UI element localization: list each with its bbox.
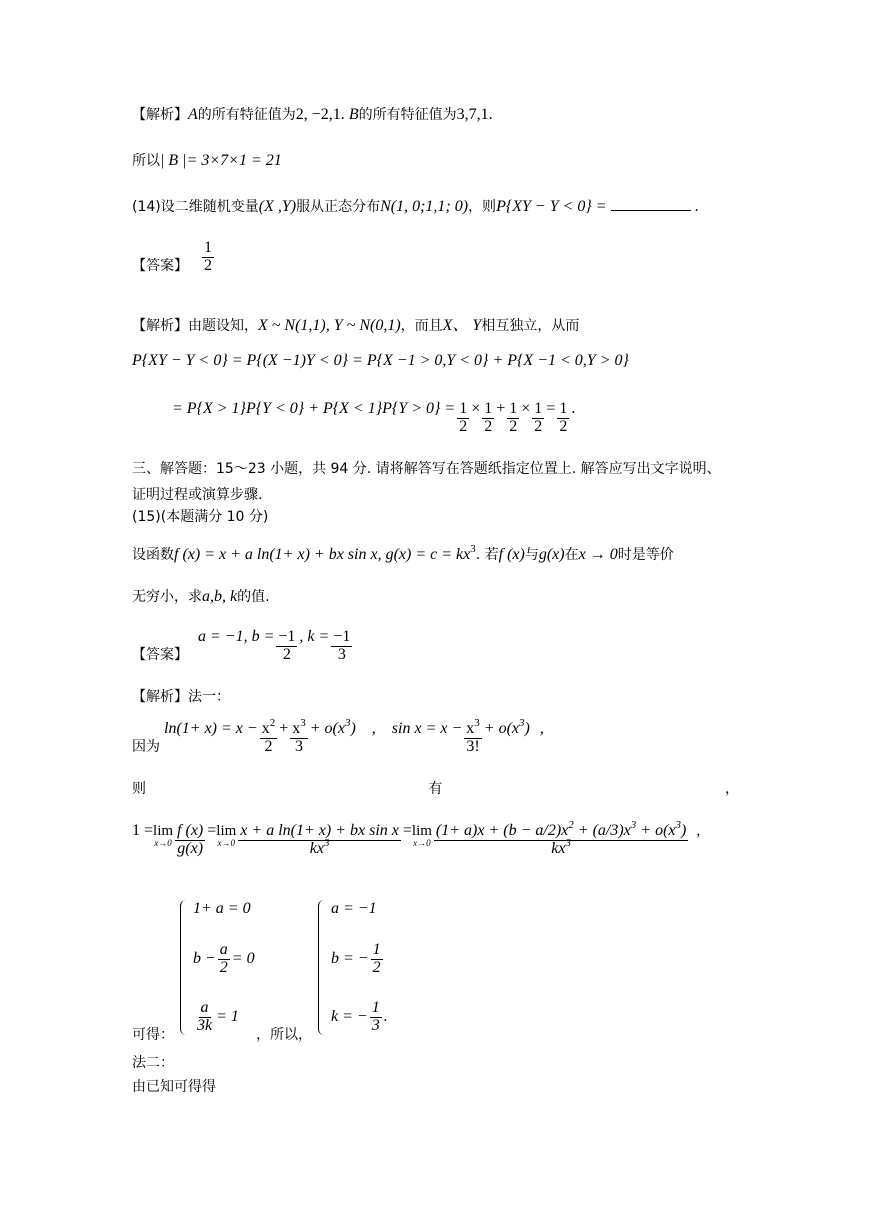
fraction: $\frac{1}{2}$ [204,239,212,274]
question-14: (14)设二维随机变量 (X ,Y) 服从正态分布 N(1, 0;1,1; 0) ，则 P{XY − Y < 0} = . [132,198,699,215]
section-3-intro-2: 证明过程或演算步骤. [132,487,263,503]
then-have: 则 有 ， [132,781,739,797]
determinant-result: 所以 | B |= 3×7×1 = 21 [132,152,282,169]
method-2-header: 法二： [132,1055,174,1071]
question-15-cont: 无穷小，求 a,b, k 的值. [132,588,270,605]
question-15: 设函数 f (x) = x + a ln(1+ x) + bx sin x, g(x) = c = kx 3 . 若 f (x) 与 g(x) 在 x → 0 时是等价 [132,543,674,563]
answer-blank [611,196,691,211]
taylor-expansions: 因为 ln(1+ x) = x − $\frac{x^2}{2}$ + $\frac{x^3}{3}$ + $o(x^3)$ , sin x = x − $\frac{x^3}{3!}$ + $o(x^3)$ , [132,717,544,755]
obtain-label: 可得： [132,1027,174,1043]
equation-system-1: 1+ a = 0 b − $\frac{a}{2}$ = 0 $\frac{a}{3k}$ = 1 [180,900,255,1035]
solution-15-label: 【解析】法一： [132,689,230,705]
method-2-text: 由已知可得得 [132,1079,216,1095]
question-15-header: (15)(本题满分 10 分) [132,509,269,525]
equation-1: P{XY − Y < 0} = P{(X −1)Y < 0} = P{X −1 > 0,Y < 0} + P{X −1 < 0,Y > 0} [132,352,629,369]
analysis-eigenvalues: 【解析】 A 的所有特征值为 2, −2,1. B 的所有特征值为 3,7,1. [132,106,493,123]
equation-2: = P{X > 1}P{Y < 0} + P{X < 1}P{Y > 0} = $\frac{1}{2}$ × $\frac{1}{2}$ + $\frac{1}{2}$ × $\frac{1}{2}$ = $\frac{1}{2}$ . [172,400,576,435]
solution-14: 【解析】 由题设知， X ~ N(1,1), Y ~ N(0,1) ，而且 X、 Y 相互独立，从而 [132,317,580,334]
section-3-intro: 三、解答题：15～23 小题，共 94 分. 请将解答写在答题纸指定位置上. 解答应写出文字说明、 [132,461,721,477]
equation-system-2: a = −1 b = − $\frac{1}{2}$ k = − $\frac{1}{3}$ . [318,900,388,1035]
limit-equation: 1 = lim x→0 $\frac{f (x)}{g(x)}$ = lim x→0 $\frac{\text{x + a ln(1+ x) + bx sin x}}{kx^3}$ = lim x→0 $\frac{(1+ a)x + (b - a/2)x^2 + (a/3)x^3 + o(x^3)}{kx^3}$ , [132,819,701,857]
so-label: ，所以， [256,1027,312,1043]
answer-15: 【答案】 a = −1, b = $\frac{-1}{2}$ , k = $\frac{-1}{3}$ [132,628,351,663]
answer-14: 【答案】 $\frac{1}{2}$ [132,239,212,274]
